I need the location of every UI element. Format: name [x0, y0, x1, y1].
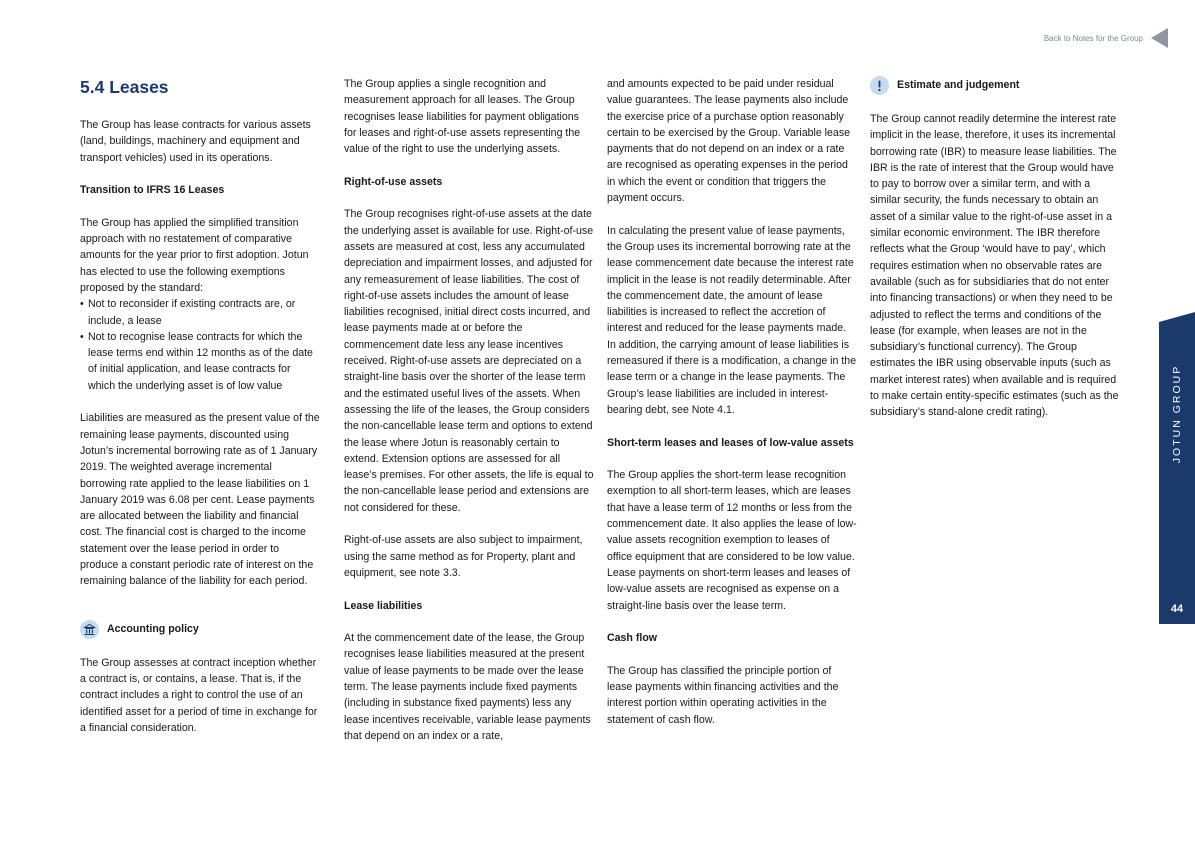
column-3 [607, 76, 857, 728]
approach-text: The Group applies a single recognition and measurement approach for all leases. The Group recognises lease liabilities for payment obligations for leases and right-of-use assets representing the value of the right to use the underlying assets. [344, 78, 581, 156]
brand-label: JOTUN GROUP [1171, 364, 1183, 464]
accounting-policy-label: Accounting policy [107, 622, 199, 635]
list-item: • Not to reconsider if existing contracts are, or include, a lease [80, 296, 320, 329]
short-term-heading: Short-term leases and leases of low-value assets [607, 436, 854, 449]
section-title: 5.4 Leases [80, 77, 169, 97]
rou-text: The Group recognises right-of-use assets at the date the underlying asset is available for use. Right-of-use assets are measured at cost, less any accumulated depreciation and impairment losses, and adjusted for any remeasurement of lease liabilities. The cost of right-of-use assets includes the amount of lease liabilities recognised, initial direct costs incurred, and lease payments made at or before the commencement date less any lease incentives received. Right-of-use assets are depreciated on a straight-line basis over the shorter of the lease term and the estimated useful lives of the assets. When assessing the life of the leases, the Group considers the non-cancellable lease term and options to extend the lease where Jotun is reasonably certain to extend. Extension options are assessed for all lease’s premises. For other assets, the life is equal to the non-cancellable lease period and extensions are not considered for these. [344, 208, 594, 514]
estimate-text: The Group cannot readily determine the interest rate implicit in the lease, therefore, it uses its incremental borrowing rate (IBR) to measure lease liabilities. The IBR is the rate of interest that the Group would have to pay to borrow over a similar term, and with a similar security, the funds necessary to obtain an asset of a similar value to the right-of-use asset in a similar economic environment. The IBR therefore reflects what the Group ‘would have to pay’, which requires estimation when no observable rates are available (such as for subsidiaries that do not enter into financing transactions) or when they need to be adjusted to reflect the terms and conditions of the lease (for example, when leases are not in the subsidiary’s functional currency). The Group estimates the IBR using observable inputs (such as market interest rates) when available and is required to make certain entity-specific estimates (such as the subsidiary’s stand-alone credit rating). [870, 113, 1119, 419]
column-1 [80, 76, 320, 752]
exemptions-list [80, 296, 320, 394]
impairment-text: Right-of-use assets are also subject to impairment, using the same method as for Property, plant and equipment, see note 3.3. [344, 534, 583, 579]
accounting-policy-icon [80, 620, 99, 639]
cash-flow-heading: Cash flow [607, 632, 658, 645]
cash-flow-text: The Group has classified the principle portion of lease payments within financing activities and the interest portion within operating activities in the statement of cash flow. [607, 664, 839, 726]
rou-heading: Right-of-use assets [344, 175, 443, 188]
liabilities-text: Liabilities are measured as the present value of the remaining lease payments, discounted using Jotun’s incremental borrowing rate as of 1 January 2019. The weighted average incremental borrowing rate applied to the lease liabilities on 1 January 2019 was 6.08 per cent. Lease payments are allocated between the liability and financial cost. The financial cost is charged to the income statement over the lease period in order to produce a constant periodic rate of interest on the remaining balance of the liability for each period. [80, 412, 320, 588]
page-number: 44 [1170, 603, 1184, 615]
present-value-text: In calculating the present value of lease payments, the Group uses its incremental borrowing rate at the lease commencement date because the interest rate implicit in the lease is not readily determinable. After the commencement date, the amount of lease liabilities is increased to reflect the accretion of interest and reduced for the lease payments made. In addition, the carrying amount of lease liabilities is remeasured if there is a modification, a change in the lease term or a change in the lease payments. The Group’s lease liabilities are included in interest-bearing debt, see Note 4.1. [607, 224, 857, 416]
transition-text: The Group has applied the simplified transition approach with no restatement of comparative amounts for the year prior to first adoption. Jotun has elected to use the following exemptions proposed by the standard: [80, 216, 309, 294]
transition-heading: Transition to IFRS 16 Leases [80, 184, 225, 197]
leases-intro: The Group has lease contracts for various assets (land, buildings, machinery and equipment and transport vehicles) used in its operations. [80, 119, 311, 164]
back-arrow-icon[interactable] [1151, 28, 1168, 48]
estimate-heading [870, 76, 1120, 95]
accounting-policy-heading [80, 620, 320, 639]
list-item: • Not to recognise lease contracts for which the lease terms end within 12 months as of the date of initial application, and lease contracts for which the underlying asset is of low value [80, 329, 320, 394]
accounting-policy-text: The Group assesses at contract inception whether a contract is, or contains, a lease. That is, if the contract includes a right to control the use of an identified asset for a period of time in exchange for a financial consideration. [80, 656, 318, 734]
residual-value-text: and amounts expected to be paid under residual value guarantees. The lease payments also include the exercise price of a purchase option reasonably certain to be exercised by the Group. Variable lease payments that do not depend on an index or a rate are recognised as operating expenses in the period in which the event or condition that triggers the payment occurs. [607, 78, 851, 205]
back-to-notes-link[interactable] [1044, 28, 1168, 48]
side-tab[interactable] [1159, 322, 1195, 624]
column-4 [870, 76, 1120, 421]
short-term-text: The Group applies the short-term lease recognition exemption to all short-term leases, which are leases that have a lease term of 12 months or less from the commencement date. It also applies the lease of low-value assets recognition exemption to leases of office equipment that are considered to be low value. Lease payments on short-term leases and leases of low-value assets are recognised as expense on a straight-line basis over the lease term. [607, 469, 857, 612]
back-link-label: Back to Notes for the Group [1043, 33, 1143, 43]
lease-liabilities-heading: Lease liabilities [344, 599, 423, 612]
lease-liabilities-text: At the commencement date of the lease, the Group recognises lease liabilities measured at the present value of lease payments to be made over the lease term. The lease payments include fixed payments (including in substance fixed payments) less any lease incentives receivable, variable lease payments that depend on an index or a rate, [344, 632, 591, 742]
estimate-label: Estimate and judgement [897, 79, 1020, 92]
exclamation-icon [870, 76, 889, 95]
column-2 [344, 76, 594, 744]
